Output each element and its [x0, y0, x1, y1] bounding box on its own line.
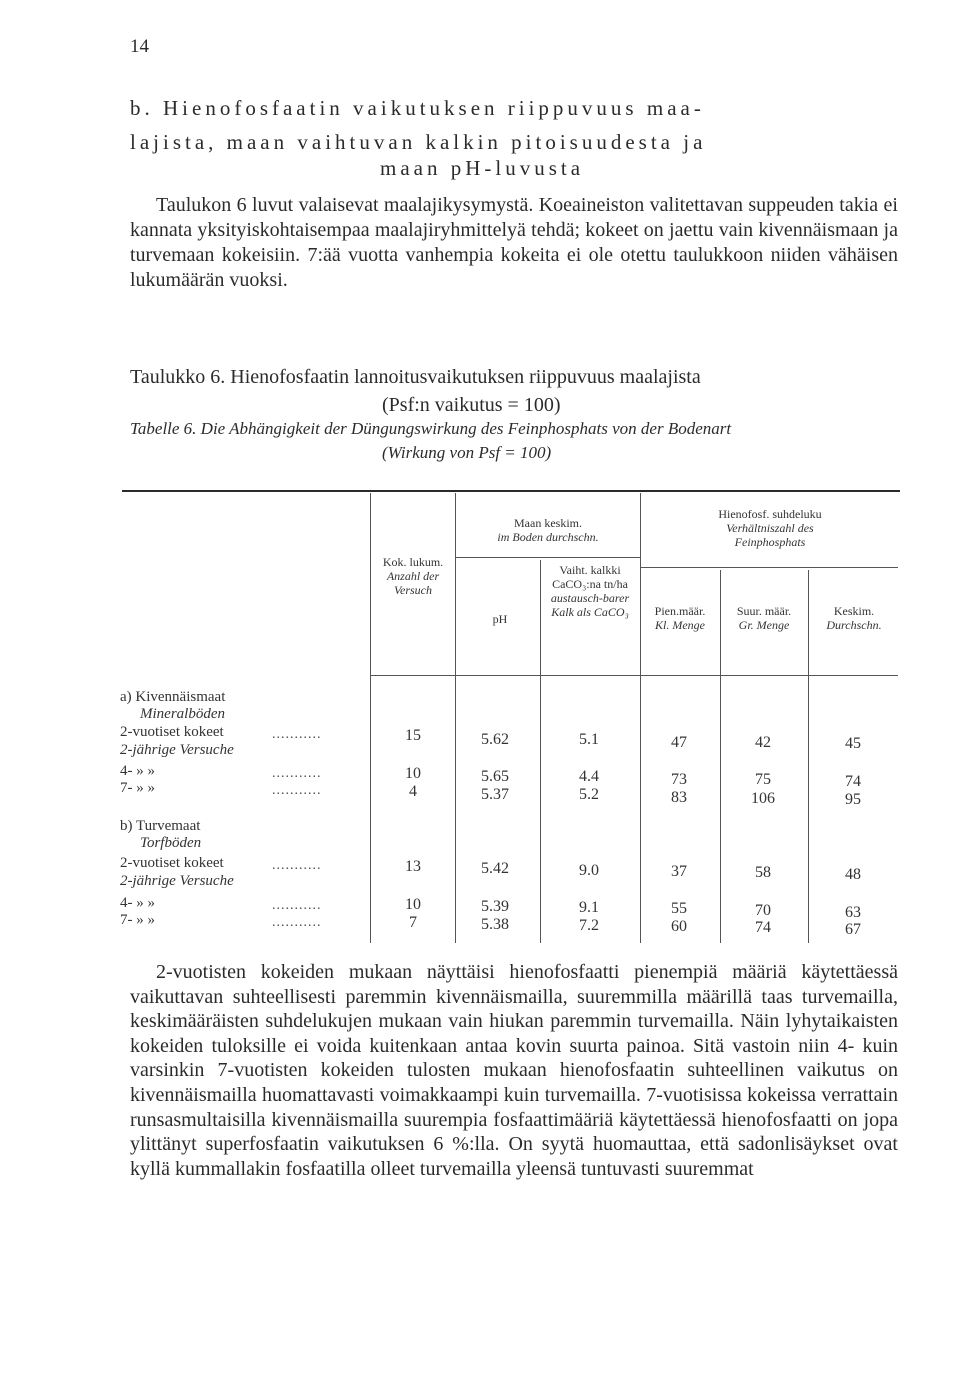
- cell-kok: 4: [409, 783, 417, 800]
- table-divider: [370, 493, 371, 943]
- cell-kok: 7: [409, 914, 417, 931]
- header-ph: [470, 612, 530, 626]
- row-label-de: 2-jährige Versuche: [120, 873, 234, 889]
- row-label: 4- » »: [120, 763, 155, 779]
- group-label-de: Torfböden: [140, 835, 202, 851]
- cell-suur: 74: [755, 919, 771, 936]
- section-heading-line-3: maan pH-luvusta: [380, 156, 585, 180]
- header-suur: [722, 604, 806, 632]
- header-maan: [458, 516, 638, 544]
- header-pien: [642, 604, 718, 632]
- header-kesk-de: Durchschn.: [826, 618, 882, 632]
- row-label-de: 2-jährige Versuche: [120, 742, 234, 758]
- cell-pien: 83: [671, 789, 687, 806]
- cell-ph: 5.42: [481, 860, 509, 877]
- row-label: 7- » »: [120, 780, 155, 796]
- table-divider: [808, 570, 809, 943]
- header-pien-fi: Pien.määr.: [654, 604, 706, 618]
- closing-paragraph-text: 2-vuotisten kokeiden mukaan näyttäisi hienofosfaatti pienempiä määriä käytettäessä vaikuttavan suhteellisesti paremmin kivennäismailla, suuremmilla määrillä taas turvemailla, keskimääräisten suhdelukujen mukaan vain hiukan paremmin turvemailla. Näin lyhytaikaisten kokeiden tuloksille ei voida kuitenkaan antaa kovin suurta painoa. Sitä vastoin niin 4- kuin varsinkin 7-vuotisten kokeiden tulosten mukaan hienofosfaatin suhteellinen vaikutus on kivennäismailla huomattavasti voimakkaampi kuin turvemailla. 7-vuotisissa kokeissa verrattain runsasmultaisilla kivennäismailla suurempia fosfaattimääriä käytettäessä hienofosfaatti on jopa ylittänyt superfosfaatin vaikutuksen 6 %:lla. On syytä huomauttaa, että sadonlisäykset ovat kyllä kummallakin fosfaatilla olleet turvemailla yleensä tuntuvasti suuremmat: [130, 961, 898, 1180]
- header-kesk-fi: Keskim.: [833, 604, 875, 618]
- header-suur-de: Gr. Menge: [738, 618, 790, 632]
- row-label: 7- » »: [120, 912, 155, 928]
- cell-kesk: 45: [845, 735, 861, 752]
- group-label: b) Turvemaat: [120, 818, 201, 834]
- leader-dots: ...........: [272, 898, 322, 913]
- header-hieno: [690, 507, 850, 549]
- leader-dots: ...........: [272, 727, 322, 742]
- page-number: 14: [130, 36, 149, 57]
- cell-pien: 37: [671, 863, 687, 880]
- header-kok-fi: Kok. lukum.: [382, 555, 444, 569]
- cell-pien: 73: [671, 771, 687, 788]
- cell-suur: 75: [755, 771, 771, 788]
- header-ph-label: pH: [492, 612, 508, 626]
- cell-kalkki: 4.4: [579, 768, 599, 785]
- cell-kalkki: 7.2: [579, 917, 599, 934]
- cell-ph: 5.39: [481, 898, 509, 915]
- table-divider: [640, 493, 641, 943]
- row-label: 4- » »: [120, 895, 155, 911]
- cell-ph: 5.62: [481, 731, 509, 748]
- section-heading-line-1: b. Hienofosfaatin vaikutuksen riippuvuus maa-: [130, 96, 705, 120]
- cell-kok: 10: [405, 765, 421, 782]
- cell-kok: 10: [405, 896, 421, 913]
- header-maan-de: im Boden durchschn.: [497, 530, 599, 544]
- table-title-german: Tabelle 6. Die Abhängigkeit der Düngungswirkung des Feinphosphats von der Bodenart: [130, 419, 732, 438]
- cell-kalkki: 5.2: [579, 786, 599, 803]
- table-header-rule: [455, 557, 640, 558]
- table-title-finnish: Taulukko 6. Hienofosfaatin lannoitusvaikutuksen riippuvuus maalajista: [130, 366, 701, 388]
- header-vaiht-de: austausch-barer Kalk als CaCO₃: [550, 591, 630, 619]
- cell-ph: 5.38: [481, 916, 509, 933]
- table-title-finnish-subtitle: (Psf:n vaikutus = 100): [382, 394, 561, 416]
- cell-pien: 60: [671, 918, 687, 935]
- cell-kesk: 67: [845, 921, 861, 938]
- leader-dots: ...........: [272, 766, 322, 781]
- header-maan-fi: Maan keskim.: [514, 516, 582, 530]
- intro-paragraph-text: Taulukon 6 luvut valaisevat maalajikysymystä. Koeaineiston valitettavan suppeuden takia ei kannata yksityiskohtaisempaa maalajiryhmittelyä tehdä; kokeet on jaettu vain kivennäismaan ja turvemaan kokeisiin. 7:ää vuotta vanhempia kokeita ei ole otettu taulukkoon niiden vähäisen lukumäärän vuoksi.: [130, 194, 898, 291]
- row-label: 2-vuotiset kokeet: [120, 724, 224, 740]
- table-divider: [720, 570, 721, 943]
- header-vaiht: [542, 563, 638, 619]
- leader-dots: ...........: [272, 783, 322, 798]
- cell-suur: 106: [751, 790, 775, 807]
- header-kok-de: Anzahl der Versuch: [386, 569, 440, 597]
- cell-ph: 5.37: [481, 786, 509, 803]
- table-header-rule: [370, 675, 898, 676]
- cell-kalkki: 5.1: [579, 731, 599, 748]
- closing-paragraph: [130, 960, 898, 1181]
- header-kesk: [810, 604, 898, 632]
- table-divider: [540, 560, 541, 943]
- header-suur-fi: Suur. määr.: [736, 604, 792, 618]
- leader-dots: ...........: [272, 915, 322, 930]
- cell-kalkki: 9.0: [579, 862, 599, 879]
- cell-pien: 47: [671, 734, 687, 751]
- group-label-de: Mineralböden: [140, 706, 225, 722]
- cell-kalkki: 9.1: [579, 899, 599, 916]
- cell-kesk: 63: [845, 904, 861, 921]
- group-label: a) Kivennäismaat: [120, 689, 226, 705]
- row-label: 2-vuotiset kokeet: [120, 855, 224, 871]
- header-hieno-de: Verhältniszahl des Feinphosphats: [726, 521, 814, 549]
- cell-kesk: 74: [845, 773, 861, 790]
- cell-kesk: 48: [845, 866, 861, 883]
- header-vaiht-fi: Vaiht. kalkki CaCO₃:na tn/ha: [552, 563, 628, 591]
- cell-kok: 15: [405, 727, 421, 744]
- table-top-rule: [122, 490, 900, 492]
- table-title-german-subtitle: (Wirkung von Psf = 100): [382, 443, 552, 462]
- table-divider: [455, 493, 456, 943]
- header-pien-de: Kl. Menge: [655, 618, 705, 632]
- table-header-rule: [640, 567, 898, 568]
- cell-suur: 58: [755, 864, 771, 881]
- header-kok: [372, 555, 454, 597]
- intro-paragraph: [130, 193, 898, 293]
- cell-ph: 5.65: [481, 768, 509, 785]
- header-hieno-fi: Hienofosf. suhdeluku: [718, 507, 822, 521]
- leader-dots: ...........: [272, 858, 322, 873]
- cell-suur: 42: [755, 734, 771, 751]
- cell-kesk: 95: [845, 791, 861, 808]
- section-heading-line-2: lajista, maan vaihtuvan kalkin pitoisuudesta ja: [130, 130, 707, 154]
- cell-kok: 13: [405, 858, 421, 875]
- cell-pien: 55: [671, 900, 687, 917]
- cell-suur: 70: [755, 902, 771, 919]
